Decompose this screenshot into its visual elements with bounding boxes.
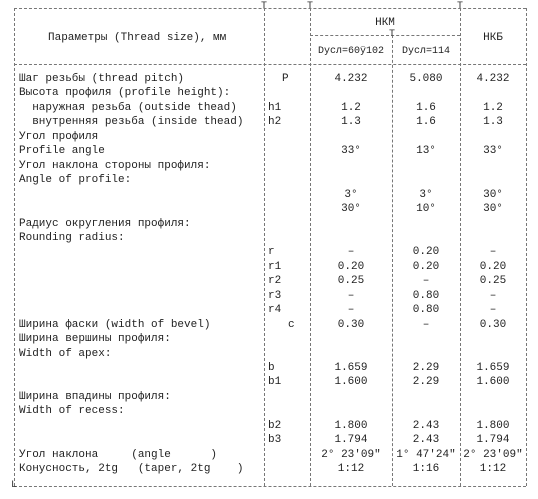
left-border bbox=[14, 8, 15, 486]
value-nkb: 4.232 bbox=[476, 73, 510, 85]
value-nkm-60-102: 1.794 bbox=[334, 434, 368, 446]
row-label: внутренняя резьба (inside thead) bbox=[19, 116, 244, 128]
table-bottom-rule bbox=[14, 486, 526, 487]
row-label: Угол профиля bbox=[19, 131, 99, 143]
row-symbol: r bbox=[268, 246, 275, 258]
value-nkm-60-102: 2° 23'09" bbox=[321, 449, 381, 461]
value-nkm-114: 0.80 bbox=[412, 304, 440, 316]
row-label: Profile angle bbox=[19, 145, 105, 157]
value-nkb: – bbox=[489, 290, 497, 302]
value-nkm-60-102: – bbox=[347, 304, 355, 316]
value-nkm-114: 1° 47'24" bbox=[396, 449, 456, 461]
row-symbol: r2 bbox=[268, 275, 282, 287]
value-nkm-114: 3° bbox=[419, 189, 433, 201]
row-label: Угол наклона стороны профиля: bbox=[19, 160, 211, 172]
row-symbol: h1 bbox=[268, 102, 282, 114]
value-nkb: 0.30 bbox=[479, 319, 507, 331]
junction-mark: T bbox=[389, 29, 396, 40]
value-nkm-114: – bbox=[422, 319, 430, 331]
value-nkm-60-102: 3° bbox=[344, 189, 358, 201]
value-nkm-114: 1:16 bbox=[412, 463, 440, 475]
value-nkm-60-102: 4.232 bbox=[334, 73, 368, 85]
row-label: Ширина фаски (width of bevel) bbox=[19, 319, 211, 331]
value-nkb: 1:12 bbox=[479, 463, 507, 475]
value-nkb: 30° bbox=[483, 203, 503, 215]
value-nkm-60-102: 0.25 bbox=[337, 275, 365, 287]
row-symbol: r4 bbox=[268, 304, 282, 316]
row-label: наружная резьба (outside thead) bbox=[19, 102, 237, 114]
value-nkm-60-102: 1.600 bbox=[334, 376, 368, 388]
row-label: Ширина впадины профиля: bbox=[19, 391, 171, 403]
value-nkb: 0.25 bbox=[479, 275, 507, 287]
value-nkb: 1.800 bbox=[476, 420, 510, 432]
junction-mark: T bbox=[457, 1, 464, 12]
value-nkm-60-102: 1.2 bbox=[341, 102, 361, 114]
row-symbol: b1 bbox=[268, 376, 282, 388]
value-nkm-114: 2.43 bbox=[412, 434, 440, 446]
value-nkb: 1.600 bbox=[476, 376, 510, 388]
value-nkb: 1.3 bbox=[483, 116, 503, 128]
value-nkm-114: 0.20 bbox=[412, 246, 440, 258]
row-label: Высота профиля (profile height): bbox=[19, 87, 231, 99]
value-nkb: – bbox=[489, 246, 497, 258]
value-nkb: 1.659 bbox=[476, 362, 510, 374]
value-nkm-60-102: 1:12 bbox=[337, 463, 365, 475]
value-nkm-60-102: – bbox=[347, 246, 355, 258]
value-nkb: 0.20 bbox=[479, 261, 507, 273]
row-label: Angle of profile: bbox=[19, 174, 132, 186]
header-dusl-60-102: Dусл=60ÿ102 bbox=[317, 46, 384, 57]
value-nkm-60-102: 1.659 bbox=[334, 362, 368, 374]
value-nkb: – bbox=[489, 304, 497, 316]
row-label: Радиус округления профиля: bbox=[19, 218, 191, 230]
value-nkm-114: 10° bbox=[416, 203, 436, 215]
value-nkm-60-102: 0.30 bbox=[337, 319, 365, 331]
separator-label-symbol bbox=[264, 8, 265, 486]
row-symbol: r3 bbox=[268, 290, 282, 302]
row-label: Шаг резьбы (thread pitch) bbox=[19, 73, 185, 85]
value-nkm-114: 5.080 bbox=[409, 73, 443, 85]
row-symbol: h2 bbox=[268, 116, 282, 128]
row-symbol: c bbox=[288, 319, 295, 331]
value-nkm-114: 2.43 bbox=[412, 420, 440, 432]
value-nkm-114: 0.80 bbox=[412, 290, 440, 302]
row-label: Width of apex: bbox=[19, 348, 112, 360]
value-nkm-60-102: 33° bbox=[341, 145, 361, 157]
row-label: Ширина вершины профиля: bbox=[19, 333, 171, 345]
value-nkm-60-102: 0.20 bbox=[337, 261, 365, 273]
header-params: Параметры (Thread size), мм bbox=[48, 32, 227, 44]
header-dusl-114: Dусл=114 bbox=[401, 46, 450, 57]
value-nkb: 30° bbox=[483, 189, 503, 201]
value-nkm-60-102: 1.3 bbox=[341, 116, 361, 128]
header-bottom-rule bbox=[14, 64, 526, 65]
value-nkb: 2° 23'09" bbox=[463, 449, 523, 461]
value-nkm-114: 0.20 bbox=[412, 261, 440, 273]
row-label: Угол наклона (angle ) bbox=[19, 449, 218, 461]
header-nkm-group: НКМ bbox=[375, 17, 395, 29]
value-nkb: 33° bbox=[483, 145, 503, 157]
value-nkm-114: 2.29 bbox=[412, 376, 440, 388]
row-symbol: b2 bbox=[268, 420, 282, 432]
header-nkb: НКБ bbox=[483, 32, 503, 44]
nkm-group-rule bbox=[310, 35, 460, 36]
table-top-rule bbox=[14, 8, 526, 9]
value-nkm-114: 1.6 bbox=[416, 102, 436, 114]
value-nkm-60-102: 1.800 bbox=[334, 420, 368, 432]
row-symbol: b3 bbox=[268, 434, 282, 446]
right-border bbox=[526, 8, 527, 486]
row-label: Width of recess: bbox=[19, 405, 125, 417]
value-nkm-114: – bbox=[422, 275, 430, 287]
value-nkm-60-102: 30° bbox=[341, 203, 361, 215]
value-nkb: 1.2 bbox=[483, 102, 503, 114]
row-symbol: r1 bbox=[268, 261, 282, 273]
junction-mark: T bbox=[261, 1, 268, 12]
value-nkb: 1.794 bbox=[476, 434, 510, 446]
junction-mark: L bbox=[11, 480, 18, 491]
row-label: Конусность, 2tg (taper, 2tg ) bbox=[19, 463, 244, 475]
junction-mark: T bbox=[307, 1, 314, 12]
row-symbol: b bbox=[268, 362, 275, 374]
value-nkm-114: 13° bbox=[416, 145, 436, 157]
value-nkm-114: 1.6 bbox=[416, 116, 436, 128]
row-symbol: P bbox=[282, 73, 289, 85]
row-label: Rounding radius: bbox=[19, 232, 125, 244]
value-nkm-60-102: – bbox=[347, 290, 355, 302]
value-nkm-114: 2.29 bbox=[412, 362, 440, 374]
